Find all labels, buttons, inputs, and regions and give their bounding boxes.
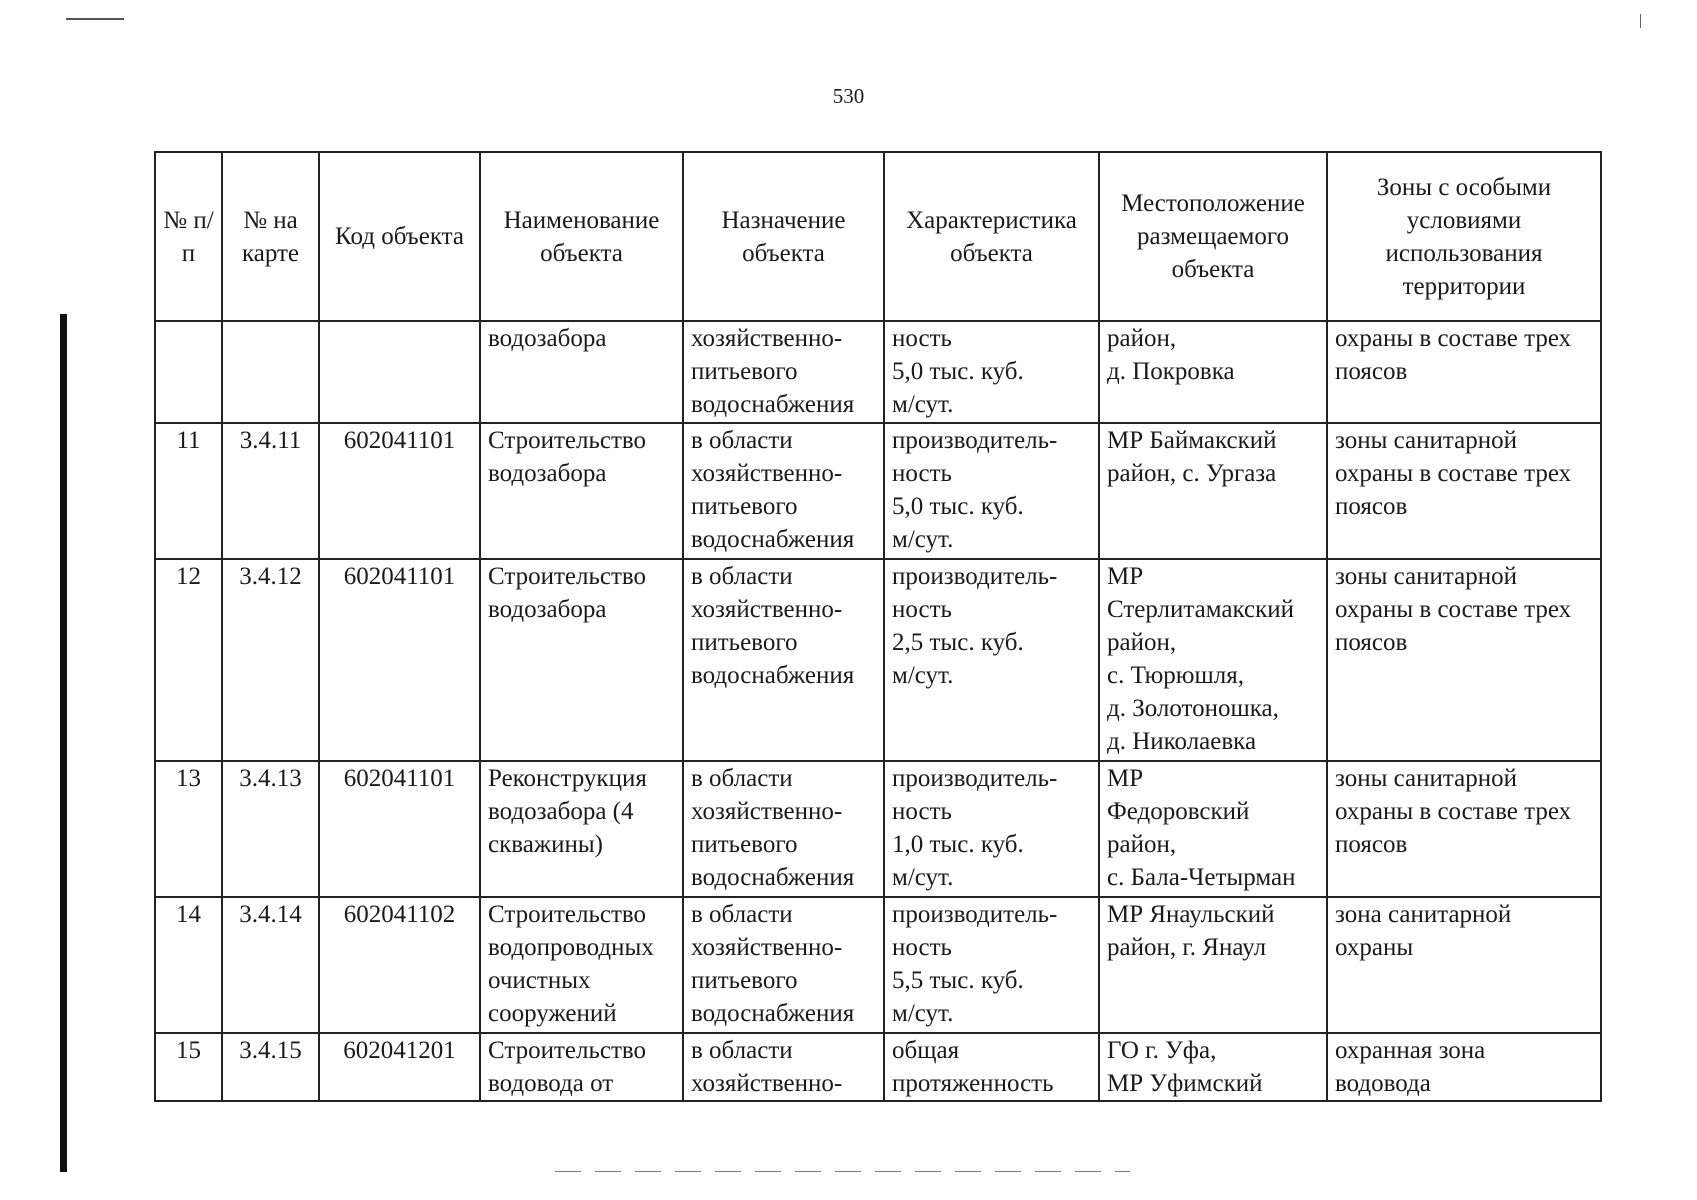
objects-table (154, 151, 1602, 1102)
cell-map-number: 3.4.12 (222, 559, 319, 761)
cell-object-purpose: в области хозяйственно- питьевого водоснабжения (683, 897, 884, 1033)
cell-object-name: Строительство водопроводных очистных сооружений (480, 897, 683, 1033)
cell-map-number: 3.4.14 (222, 897, 319, 1033)
cell-map-number (222, 321, 319, 423)
cell-special-zones: зоны санитарной охраны в составе трех поясов (1327, 559, 1601, 761)
column-header-index: № п/п (155, 152, 222, 321)
table-header-row (155, 152, 1601, 321)
cell-index: 14 (155, 897, 222, 1033)
column-header-object-name: Наименование объекта (480, 152, 683, 321)
table-row (155, 423, 1601, 559)
column-header-special-zones: Зоны с особыми условиями использования территории (1327, 152, 1601, 321)
column-header-map-number: № на карте (222, 152, 319, 321)
cell-object-location: МР Федоровский район, с. Бала-Четырман (1099, 761, 1327, 897)
cell-object-location: МР Янаульский район, г. Янаул (1099, 897, 1327, 1033)
table-row (155, 559, 1601, 761)
cell-object-purpose: в области хозяйственно- питьевого водоснабжения (683, 559, 884, 761)
cell-object-characteristic: ность 5,0 тыс. куб. м/сут. (884, 321, 1099, 423)
column-header-object-characteristic: Характеристика объекта (884, 152, 1099, 321)
cell-object-characteristic: производитель- ность 2,5 тыс. куб. м/сут. (884, 559, 1099, 761)
cell-special-zones: охраны в составе трех поясов (1327, 321, 1601, 423)
column-header-object-purpose: Назначение объекта (683, 152, 884, 321)
cell-index: 11 (155, 423, 222, 559)
cell-object-name: Строительство водозабора (480, 559, 683, 761)
cell-special-zones: зоны санитарной охраны в составе трех поясов (1327, 761, 1601, 897)
cell-object-code: 602041101 (319, 423, 480, 559)
cell-object-name: водозабора (480, 321, 683, 423)
cell-map-number: 3.4.15 (222, 1033, 319, 1101)
table-row (155, 761, 1601, 897)
scan-artifact-top-right (1640, 14, 1641, 28)
cell-object-code: 602041101 (319, 761, 480, 897)
cell-object-name: Строительство водовода от (480, 1033, 683, 1101)
cell-object-purpose: в области хозяйственно- питьевого водоснабжения (683, 423, 884, 559)
cell-object-characteristic: производитель- ность 5,5 тыс. куб. м/сут. (884, 897, 1099, 1033)
cell-object-name: Реконструкция водозабора (4 скважины) (480, 761, 683, 897)
page-number: 530 (832, 84, 865, 108)
cell-index: 13 (155, 761, 222, 897)
cell-map-number: 3.4.11 (222, 423, 319, 559)
cell-object-purpose: хозяйственно- питьевого водоснабжения (683, 321, 884, 423)
table-row (155, 321, 1601, 423)
cell-object-characteristic: общая протяженность (884, 1033, 1099, 1101)
cell-object-characteristic: производитель- ность 5,0 тыс. куб. м/сут. (884, 423, 1099, 559)
cell-object-purpose: в области хозяйственно- (683, 1033, 884, 1101)
cell-special-zones: зоны санитарной охраны в составе трех поясов (1327, 423, 1601, 559)
cell-object-location: ГО г. Уфа, МР Уфимский (1099, 1033, 1327, 1101)
cell-index: 12 (155, 559, 222, 761)
table-row (155, 1033, 1601, 1101)
cell-special-zones: зона санитарной охраны (1327, 897, 1601, 1033)
column-header-object-code: Код объекта (319, 152, 480, 321)
cell-object-name: Строительство водозабора (480, 423, 683, 559)
cell-object-code (319, 321, 480, 423)
scan-binding-edge (60, 314, 67, 1172)
cell-object-code: 602041101 (319, 559, 480, 761)
column-header-object-location: Местоположение размещаемого объекта (1099, 152, 1327, 321)
cell-object-code: 602041201 (319, 1033, 480, 1101)
cell-object-code: 602041102 (319, 897, 480, 1033)
cell-object-location: район, д. Покровка (1099, 321, 1327, 423)
cell-object-location: МР Стерлитамакский район, с. Тюрюшля, д. Золотоношка, д. Николаевка (1099, 559, 1327, 761)
cell-index: 15 (155, 1033, 222, 1101)
cell-object-location: МР Баймакский район, с. Ургаза (1099, 423, 1327, 559)
scan-artifact-top-left (66, 18, 124, 20)
table-row (155, 897, 1601, 1033)
cell-map-number: 3.4.13 (222, 761, 319, 897)
cell-object-purpose: в области хозяйственно- питьевого водоснабжения (683, 761, 884, 897)
scan-artifact-bottom (555, 1171, 1130, 1172)
cell-special-zones: охранная зона водовода (1327, 1033, 1601, 1101)
cell-index (155, 321, 222, 423)
cell-object-characteristic: производитель- ность 1,0 тыс. куб. м/сут. (884, 761, 1099, 897)
